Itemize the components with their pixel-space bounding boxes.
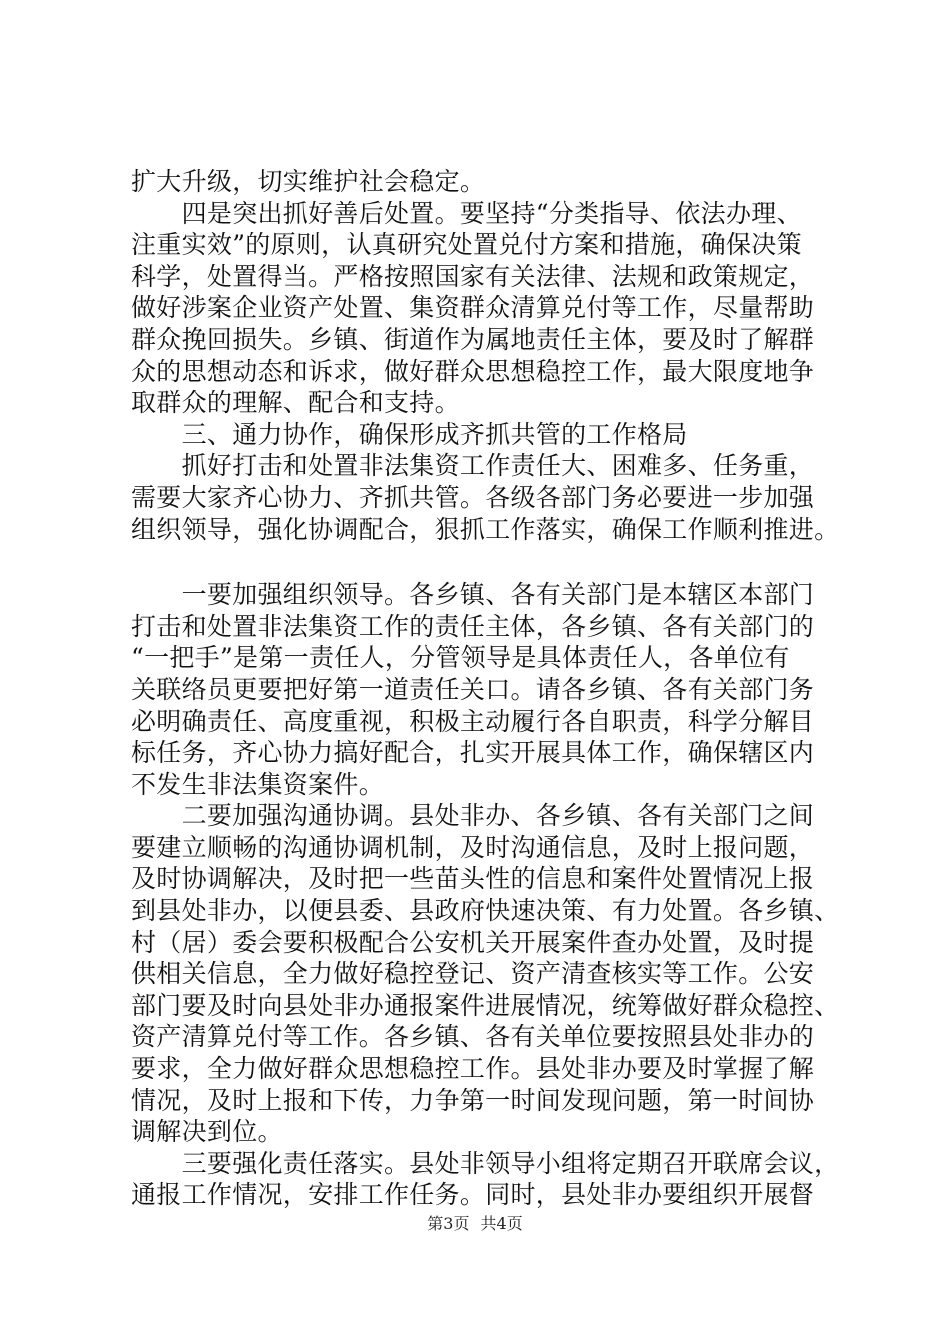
text-line: 关联络员更要把好第一道责任关口。请各乡镇、各有关部门务: [131, 674, 815, 704]
text-line: 要建立顺畅的沟通协调机制，及时沟通信息，及时上报问题，: [131, 832, 815, 862]
text-line: 资产清算兑付等工作。各乡镇、各有关单位要按照县处非办的: [131, 1022, 815, 1052]
text-block-1: [131, 166, 840, 545]
page-footer: [0, 1214, 950, 1234]
text-line: “一把手”是第一责任人，分管领导是具体责任人，各单位有: [131, 643, 790, 673]
text-line: 做好涉案企业资产处置、集资群众清算兑付等工作，尽量帮助: [131, 293, 815, 323]
text-line: 打击和处置非法集资工作的责任主体，各乡镇、各有关部门的: [131, 611, 815, 641]
page-number: 第3页: [427, 1214, 470, 1233]
page-total: 共4页: [480, 1214, 523, 1233]
text-line: 必明确责任、高度重视，积极主动履行各自职责，科学分解目: [131, 706, 815, 736]
text-line: 标任务，齐心协力搞好配合，扎实开展具体工作，确保辖区内: [131, 738, 815, 768]
paragraph-gap: [131, 545, 831, 579]
text-line: 科学，处置得当。严格按照国家有关法律、法规和政策规定，: [131, 261, 815, 291]
text-line: 调解决到位。: [131, 1117, 283, 1147]
text-line: 三、通力协作，确保形成齐抓共管的工作格局: [131, 419, 688, 449]
text-line: 到县处非办，以便县委、县政府快速决策、有力处置。各乡镇、: [131, 896, 840, 926]
text-line: 及时协调解决，及时把一些苗头性的信息和案件处置情况上报: [131, 864, 815, 894]
text-line: 扩大升级，切实维护社会稳定。: [131, 167, 486, 196]
text-line: 要求，全力做好群众思想稳控工作。县处非办要及时掌握了解: [131, 1054, 815, 1084]
document-body: [131, 166, 840, 1211]
text-line: 通报工作情况，安排工作任务。同时，县处非办要组织开展督: [131, 1180, 815, 1210]
text-line: 三要强化责任落实。县处非领导小组将定期召开联席会议，: [131, 1148, 840, 1178]
text-line: 抓好打击和处置非法集资工作责任大、困难多、任务重，: [131, 451, 815, 481]
text-line: 众的思想动态和诉求，做好群众思想稳控工作，最大限度地争: [131, 356, 815, 386]
text-line: 注重实效”的原则，认真研究处置兑付方案和措施，确保决策: [131, 230, 802, 260]
text-line: 取群众的理解、配合和支持。: [131, 388, 460, 418]
text-line: 村（居）委会要积极配合公安机关开展案件查办处置，及时提: [131, 927, 815, 957]
text-line: 供相关信息，全力做好稳控登记、资产清查核实等工作。公安: [131, 959, 815, 989]
text-line: 一要加强组织领导。各乡镇、各有关部门是本辖区本部门: [131, 580, 815, 610]
text-line: 不发生非法集资案件。: [131, 769, 385, 799]
text-line: 需要大家齐心协力、齐抓共管。各级各部门务必要进一步加强: [131, 482, 815, 512]
text-line: 组织领导，强化协调配合，狠抓工作落实，确保工作顺利推进。: [131, 514, 840, 544]
text-line: 二要加强沟通协调。县处非办、各乡镇、各有关部门之间: [131, 801, 815, 831]
text-line: 四是突出抓好善后处置。要坚持“分类指导、依法办理、: [131, 198, 802, 228]
text-line: 情况，及时上报和下传，力争第一时间发现问题，第一时间协: [131, 1085, 815, 1115]
text-line: 群众挽回损失。乡镇、街道作为属地责任主体，要及时了解群: [131, 324, 815, 354]
text-line: 部门要及时向县处非办通报案件进展情况，统筹做好群众稳控、: [131, 990, 840, 1020]
text-block-2: [131, 579, 840, 1211]
